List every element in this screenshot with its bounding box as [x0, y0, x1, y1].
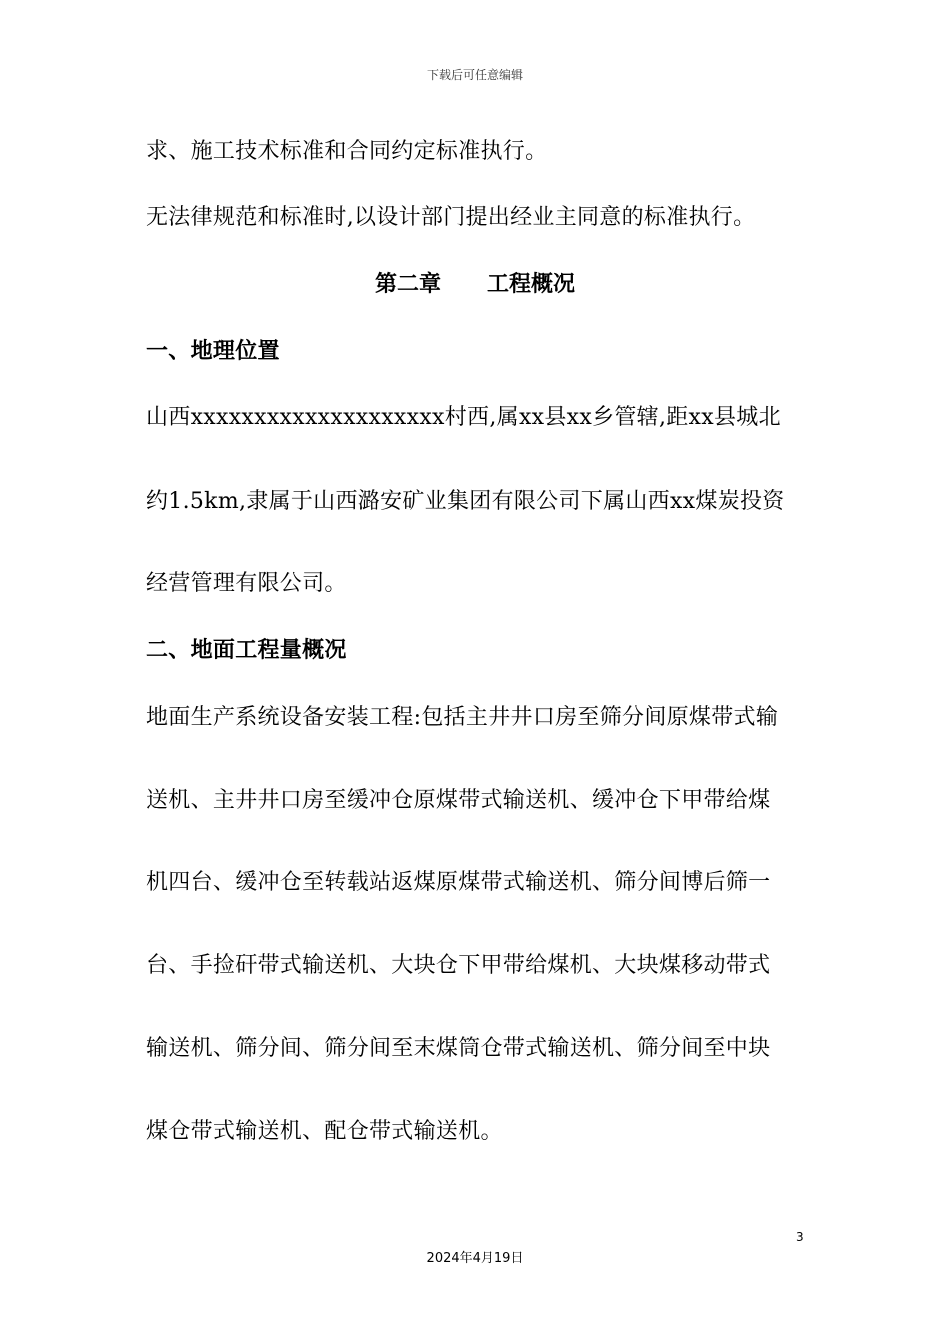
page-number: 3 — [796, 1230, 804, 1244]
section-heading-location: 一、地理位置 — [146, 339, 280, 364]
paragraph-line: 输送机、筛分间、筛分间至末煤筒仓带式输送机、筛分间至中块 — [146, 1036, 771, 1061]
chapter-title: 第二章 工程概况 — [375, 272, 575, 297]
paragraph-line: 山西xxxxxxxxxxxxxxxxxxxx村西,属xx县xx乡管辖,距xx县城北 — [146, 405, 781, 430]
body-line-1: 求、施工技术标准和合同约定标准执行。 — [146, 139, 548, 164]
header-note: 下载后可任意编辑 — [426, 68, 523, 82]
body-line-2: 无法律规范和标准时,以设计部门提出经业主同意的标准执行。 — [146, 205, 756, 230]
paragraph-line: 台、手捡矸带式输送机、大块仓下甲带给煤机、大块煤移动带式 — [146, 953, 771, 978]
paragraph-line: 约1.5km,隶属于山西潞安矿业集团有限公司下属山西xx煤炭投资 — [146, 489, 785, 514]
paragraph-line: 送机、主井井口房至缓冲仓原煤带式输送机、缓冲仓下甲带给煤 — [146, 788, 771, 813]
footer-date: 2024年4月19日 — [426, 1251, 524, 1266]
section-heading-ground-works: 二、地面工程量概况 — [146, 638, 347, 663]
paragraph-line: 煤仓带式输送机、配仓带式输送机。 — [146, 1119, 503, 1144]
paragraph-line: 机四台、缓冲仓至转载站返煤原煤带式输送机、筛分间博后筛一 — [146, 870, 771, 895]
paragraph-line: 经营管理有限公司。 — [146, 571, 347, 596]
paragraph-line: 地面生产系统设备安装工程:包括主井井口房至筛分间原煤带式输 — [146, 705, 779, 730]
